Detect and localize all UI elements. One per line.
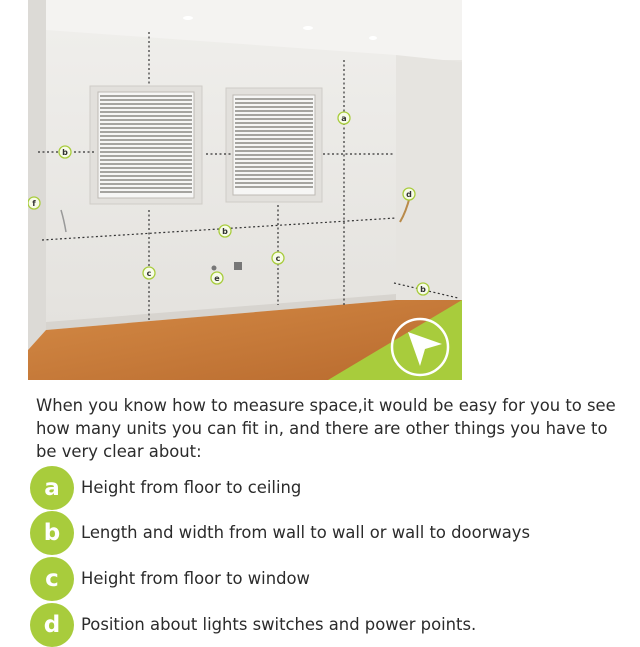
letter-badge: a	[30, 466, 74, 510]
list-item-text: Position about lights switches and power points.	[81, 615, 477, 634]
letter-badge: c	[30, 557, 74, 601]
callout-b	[230, 150, 236, 159]
svg-text:b: b	[420, 285, 426, 294]
svg-text:c: c	[275, 254, 281, 263]
letter-badge: d	[30, 603, 74, 647]
svg-text:e: e	[214, 274, 220, 283]
callout-b	[59, 146, 71, 158]
svg-text:f: f	[32, 199, 36, 208]
svg-text:c: c	[146, 269, 152, 278]
callout-b	[417, 283, 429, 295]
list-item-a	[30, 466, 630, 510]
left-wall	[28, 0, 46, 350]
svg-text:b: b	[62, 148, 68, 157]
list-item-b	[30, 511, 630, 555]
callout-c	[272, 252, 284, 264]
right-wall	[396, 55, 462, 300]
room-measurement-illustration	[28, 0, 462, 380]
window-left	[90, 86, 202, 204]
callout-d	[403, 188, 415, 200]
window-right	[226, 88, 322, 202]
letter-badge: b	[30, 511, 74, 555]
svg-text:a: a	[341, 114, 347, 123]
list-item-text: Height from floor to ceiling	[81, 478, 302, 497]
svg-text:b: b	[222, 227, 228, 236]
power-point	[234, 262, 242, 270]
ceiling-light	[183, 16, 193, 20]
callout-b	[219, 225, 231, 237]
list-item-c	[30, 557, 630, 601]
svg-text:d: d	[406, 190, 412, 199]
list-item-d	[30, 603, 630, 647]
callout-c	[143, 267, 155, 279]
ceiling-light	[303, 26, 313, 30]
list-item-text: Height from floor to window	[81, 569, 310, 588]
intro-paragraph: When you know how to measure space,it would be easy for you to see how many units you can fit in, and there are other things you have to be very clear about:	[36, 396, 616, 461]
callout-f	[28, 197, 40, 209]
ceiling-light	[369, 36, 377, 40]
callout-e	[211, 272, 223, 284]
callout-a	[338, 112, 350, 124]
list-item-text: Length and width from wall to wall or wall to doorways	[81, 523, 531, 542]
